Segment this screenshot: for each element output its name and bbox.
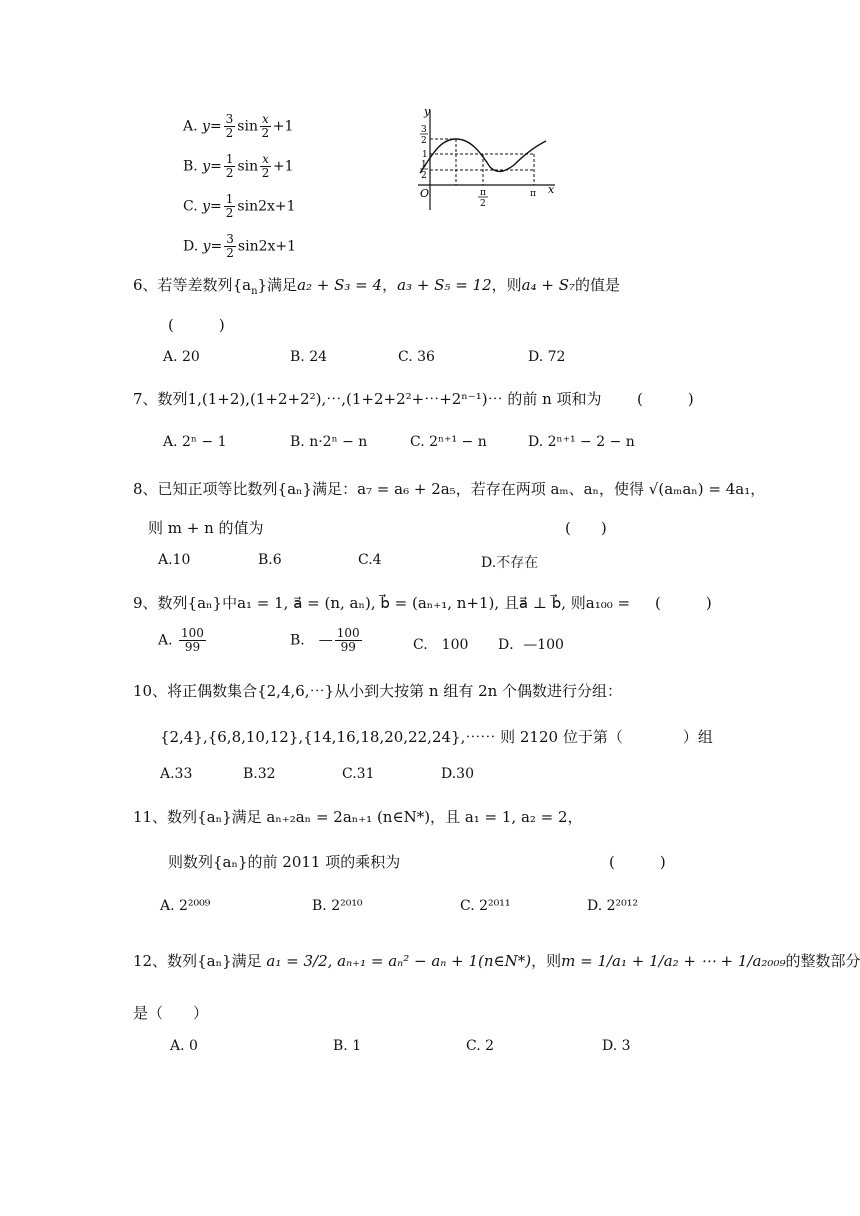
q12-option-a: A. 0 [170, 1038, 198, 1054]
q7-stem: 7、数列1,(1+2),(1+2+2²),⋯,(1+2+2²+⋯+2ⁿ⁻¹)⋯ 的前 n 项和为 [133, 390, 602, 408]
q8-stem-line2: 则 m + n 的值为 [148, 519, 264, 537]
svg-text:π: π [480, 188, 486, 198]
graph-y-label: y [424, 105, 431, 118]
q8-stem: 8、已知正项等比数列{aₙ}满足：a₇ = a₆ + 2a₅，若存在两项 aₘ、aₙ，使得 √(aₘaₙ) = 4a₁， [133, 480, 766, 498]
q9-stem: 9、数列{aₙ}中a₁ = 1, a⃗ = (n, aₙ), b⃗ = (aₙ₊₁, n+1), 且a⃗ ⊥ b⃗, 则a₁₀₀ = [133, 594, 631, 612]
q11-stem-line2: 则数列{aₙ}的前 2011 项的乘积为 [168, 853, 401, 871]
q10-option-b: B.32 [243, 766, 276, 782]
svg-text:2: 2 [421, 171, 427, 181]
q5-sine-graph [410, 105, 560, 215]
q9-option-c: C. 100 [413, 637, 469, 653]
q12-option-c: C. 2 [466, 1038, 495, 1054]
q6-option-a: A. 20 [163, 349, 200, 365]
q12-option-d: D. 3 [602, 1038, 631, 1054]
svg-text:π: π [530, 189, 536, 199]
svg-text:1: 1 [422, 150, 428, 160]
svg-text:2: 2 [480, 199, 486, 209]
q11-option-c: C. 2²⁰¹¹ [460, 898, 511, 914]
q7-option-a: A. 2ⁿ − 1 [163, 434, 227, 450]
q12-option-b: B. 1 [333, 1038, 362, 1054]
q6-option-c: C. 36 [398, 349, 435, 365]
q7-answer-paren: ( ) [637, 390, 694, 408]
q10-stem: 10、将正偶数集合{2,4,6,⋯}从小到大按第 n 组有 2n 个偶数进行分组： [133, 682, 623, 700]
q10-option-a: A.33 [160, 766, 193, 782]
q12-stem: 12、数列{aₙ}满足 a₁ = 3/2, aₙ₊₁ = aₙ² − aₙ + 1(n∈N*)，则m = 1/a₁ + 1/a₂ + ⋯ + 1/a₂₀₀₉的整数部分 [133, 952, 860, 970]
q9-option-d: D．—100 [498, 637, 564, 653]
q7-option-c: C. 2ⁿ⁺¹ − n [410, 434, 487, 450]
svg-text:3: 3 [421, 125, 427, 135]
q8-option-d: D.不存在 [481, 555, 539, 571]
q8-answer-paren: ( ) [565, 519, 607, 537]
q9-answer-paren: ( ) [655, 594, 712, 612]
q12-stem-line2: 是（ ） [133, 1004, 209, 1022]
q5-option-d: D. y= $\frac{3}{2}$ sin2x+1 [183, 232, 297, 260]
q9-option-b: B. — $\frac{100}{99}$ [290, 626, 360, 654]
q6-option-d: D. 72 [528, 349, 566, 365]
q6-option-b: B. 24 [290, 349, 328, 365]
q10-option-d: D.30 [441, 766, 474, 782]
q11-answer-paren: ( ) [609, 853, 666, 871]
q5-option-b: B. y= $\frac{1}{2}$ sin $\frac{x}{2}$ +1 [183, 152, 294, 180]
q5-option-c: C. y= $\frac{1}{2}$ sin2x+1 [183, 192, 296, 220]
graph-x-label: x [548, 183, 555, 196]
q10-option-c: C.31 [342, 766, 375, 782]
q9-option-a: A. $\frac{100}{99}$ [158, 626, 204, 654]
q10-stem-line2: {2,4},{6,8,10,12},{14,16,18,20,22,24},⋯⋯ 则 2120 位于第（ ）组 [160, 728, 713, 746]
q11-option-b: B. 2²⁰¹⁰ [312, 898, 363, 914]
q8-option-b: B.6 [258, 552, 282, 568]
q6-stem: 6、若等差数列$\{a_n\}$满足a₂ + S₃ = 4，a₃ + S₅ = 12，则a₄ + S₇的值是 [133, 276, 621, 297]
q5-option-a: A. y= $\frac{3}{2}$ sin $\frac{x}{2}$ +1 [183, 112, 294, 140]
q11-option-a: A. 2²⁰⁰⁹ [160, 898, 211, 914]
q11-stem: 11、数列{aₙ}满足 aₙ₊₂aₙ = 2aₙ₊₁ (n∈N*)，且 a₁ = 1, a₂ = 2， [133, 808, 583, 826]
q8-option-a: A.10 [158, 552, 191, 568]
graph-origin-label: O [420, 187, 430, 200]
q8-option-c: C.4 [358, 552, 382, 568]
q6-answer-paren: ( ) [168, 316, 225, 334]
q7-option-b: B. n·2ⁿ − n [290, 434, 368, 450]
svg-text:1: 1 [421, 160, 427, 170]
q11-option-d: D. 2²⁰¹² [587, 898, 638, 914]
q7-option-d: D. 2ⁿ⁺¹ − 2 − n [528, 434, 635, 450]
svg-text:2: 2 [421, 136, 427, 146]
